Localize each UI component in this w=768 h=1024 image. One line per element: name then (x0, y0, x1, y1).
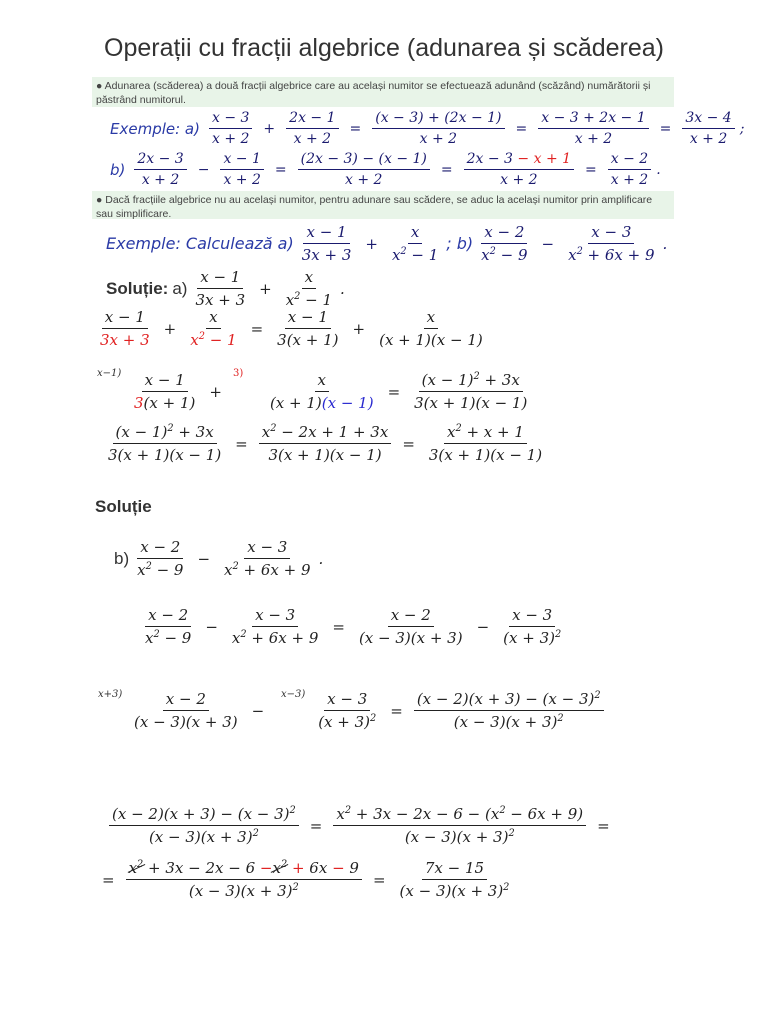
solution-a-step-2: $\frac{x - 1}{3(x + 1)}$ + $\frac{x}{(x + 1)(x - 1)}$ = $\frac{(x - 1)^2 + 3x}{3(x + 1)(x - 1)}$ (134, 371, 528, 412)
solution-a-step-1: $\frac{x - 1}{3x + 3}$ + $\frac{x}{x^2 - 1}$ = $\frac{x - 1}{3(x + 1)}$ + $\frac{x}{(x + 1)(x - 1)}$ (100, 308, 483, 349)
page-title: Operații cu fracții algebrice (adunarea și scăderea) (104, 34, 664, 62)
solution-b-header: b) $\frac{x - 2}{x^2 - 9}$ − $\frac{x - 3}{x^2 + 6x + 9}$ . (114, 538, 324, 579)
solution-b-step-2: $\frac{x - 2}{(x - 3)(x + 3)}$ − $\frac{x - 3}{(x + 3)^2}$ = $\frac{(x - 2)(x + 3) - (x - 3)^2}{(x - 3)(x + 3)^2}$ (126, 690, 609, 731)
solution-b-step-3: $\frac{(x - 2)(x + 3) - (x - 3)^2}{(x - 3)(x + 3)^2}$ = $\frac{x^2 + 3x - 2x - 6 - (x^2 - 6x + 9)}{(x - 3)(x + 3)^2}$ = (104, 805, 616, 846)
solution-b-heading: Soluție (95, 497, 152, 516)
solution-a-step-3: $\frac{(x - 1)^2 + 3x}{3(x + 1)(x - 1)}$ = $\frac{x^2 - 2x + 1 + 3x}{3(x + 1)(x - 1)}$ = $\frac{x^2 + x + 1}{3(x + 1)(x - 1)}$ (108, 423, 543, 464)
solution-a-part: a) (172, 278, 188, 298)
solution-b-step-4: = $\frac{x^2 + 3x - 2x - 6 -x^2 + 6x - 9}{(x - 3)(x + 3)^2}$ = $\frac{7x - 15}{(x - 3)(x + 3)^2}$ (102, 859, 510, 900)
solution-a-header: Soluție: a) $\frac{x - 1}{3x + 3}$ + $\frac{x}{x^2 - 1}$ . (106, 268, 345, 309)
rule-text: ● Adunarea (scăderea) a două fracții algebrice care au același numitor se efectuează adunând (scăzând) numărătorii și păstrând numitorul. (96, 80, 651, 106)
amplification-left-b: x+3) (98, 689, 123, 700)
example-b-label: b) (110, 160, 126, 179)
exercise-b-label: ; b) (446, 234, 474, 253)
example-a: Exemple: a) $\frac{x - 3}{x + 2}$ + $\frac{2x - 1}{x + 2}$ = $\frac{(x - 3) + (2x - 1)}{x + 2}$ = $\frac{x - 3 + 2x - 1}{x + 2}$ = $\frac{3x - 4}{x + 2}$ ; (110, 110, 745, 147)
rule-text: ● Dacă fracțiile algebrice nu au același numitor, pentru adunare sau scădere, se aduc la același numitor prin amplificare sau simplificare. (96, 194, 653, 220)
example-a-label: Exemple: a) (110, 119, 200, 138)
amplification-right-b: x−3) (281, 689, 306, 700)
exercise-label: Exemple: Calculează a) (106, 234, 294, 253)
rule-same-denominator (92, 77, 674, 107)
rule-different-denominator (92, 191, 674, 219)
amplification-right: 3) (233, 368, 244, 379)
solution-b-part: b) (114, 548, 130, 568)
example-b: b) $\frac{2x - 3}{x + 2}$ − $\frac{x - 1}{x + 2}$ = $\frac{(2x - 3) - (x - 1)}{x + 2}$ = $\frac{2x - 3 - x + 1}{x + 2}$ = $\frac{x - 2}{x + 2}$ . (110, 151, 661, 188)
solution-b-step-1: $\frac{x - 2}{x^2 - 9}$ − $\frac{x - 3}{x^2 + 6x + 9}$ = $\frac{x - 2}{(x - 3)(x + 3)}$ − $\frac{x - 3}{(x + 3)^2}$ (145, 606, 562, 647)
solution-a-label: Soluție: (106, 278, 169, 298)
amplification-left: x−1) (97, 368, 122, 379)
exercise-statement: Exemple: Calculează a) $\frac{x - 1}{3x + 3}$ + $\frac{x}{x^2 - 1}$ ; b) $\frac{x - 2}{x^2 - 9}$ − $\frac{x - 3}{x^2 + 6x + 9}$ . (106, 223, 668, 264)
